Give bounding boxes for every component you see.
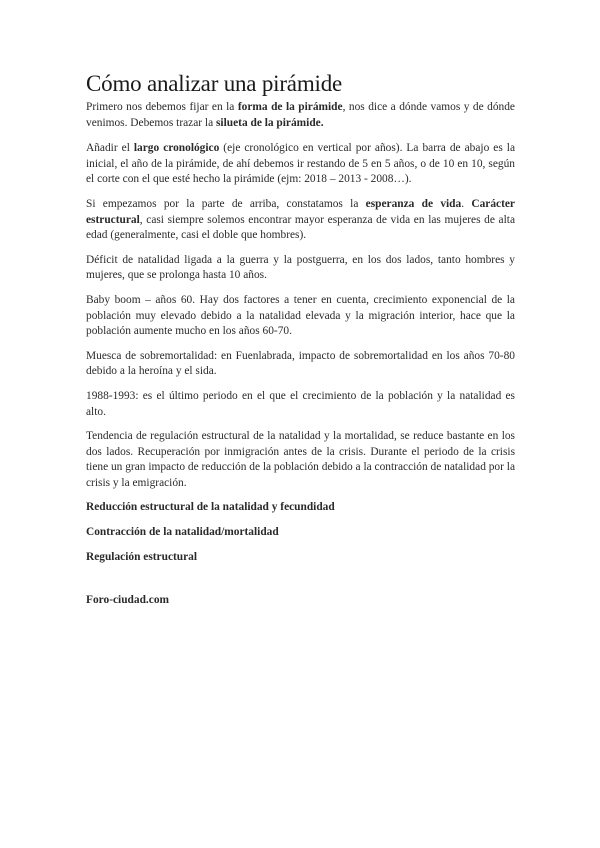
paragraph-chronology xyxy=(86,141,515,188)
text-run: (eje cronológico en vertical por años). La barra de abajo es la inicial, el año de la pirámide, de ahí debemos ir restando de 5 en 5 años, o de 10 en 10, según el corte con el que esté hecho la pirámide (ejm: 2018 – 2013 - 2008…). xyxy=(86,142,515,186)
bold-term-pyramid-shape: forma de la pirámide xyxy=(237,101,343,113)
document-title: Cómo analizar una pirámide xyxy=(86,71,343,96)
paragraph-birth-deficit: Déficit de natalidad ligada a la guerra y la postguerra, en los dos lados, tanto hombres y mujeres, que se prolonga hasta 10 años. xyxy=(86,253,515,282)
bold-line-fertility: Reducción estructural de la natalidad y fecundidad xyxy=(86,501,335,514)
footer-source: Foro-ciudad.com xyxy=(86,594,169,607)
text-run: , casi siempre solemos encontrar mayor esperanza de vida en las mujeres de alta edad (generalmente, casi el doble que hombres). xyxy=(86,213,515,242)
bold-term-life-expectancy: esperanza de vida xyxy=(365,197,462,210)
text-run: . xyxy=(461,197,472,210)
bold-term-structural: Carácter estructural xyxy=(86,197,515,226)
paragraph-1988-1993: 1988-1993: es el último periodo en el que el crecimiento de la población y la natalidad es alto. xyxy=(86,389,515,418)
paragraph-shape xyxy=(86,100,515,131)
paragraph-baby-boom: Baby boom – años 60. Hay dos factores a tener en cuenta, crecimiento exponencial de la población muy elevado debido a la natalidad elevada y la migración interior, hace que la población aumente mucho en los años 60-70. xyxy=(86,293,515,338)
text-run: , nos dice a dónde vamos y de dónde venimos. Debemos trazar la xyxy=(86,101,515,129)
bold-term-pyramid-silhouette: silueta de la pirámide. xyxy=(216,116,324,129)
text-run: Añadir el xyxy=(86,142,134,155)
bold-line-contraction: Contracción de la natalidad/mortalidad xyxy=(86,526,279,539)
bold-term-chronology: largo cronológico xyxy=(133,142,220,155)
paragraph-life-expectancy xyxy=(86,197,515,244)
paragraph-regulation-trend: Tendencia de regulación estructural de la natalidad y la mortalidad, se reduce bastante en los dos lados. Recuperación por inmigración antes de la crisis. Durante el periodo de la crisis tiene un gran impacto de reducción de la población debido a la contracción de natalidad por la crisis y la emigración. xyxy=(86,430,515,489)
document-page xyxy=(86,70,515,618)
bold-line-regulation: Regulación estructural xyxy=(86,550,198,563)
text-run: Si empezamos por la parte de arriba, constatamos la xyxy=(86,197,366,210)
text-run: Primero nos debemos fijar en la xyxy=(86,101,238,113)
paragraph-overmortality: Muesca de sobremortalidad: en Fuenlabrada, impacto de sobremortalidad en los años 70-80 debido a la heroína y el sida. xyxy=(86,349,515,378)
